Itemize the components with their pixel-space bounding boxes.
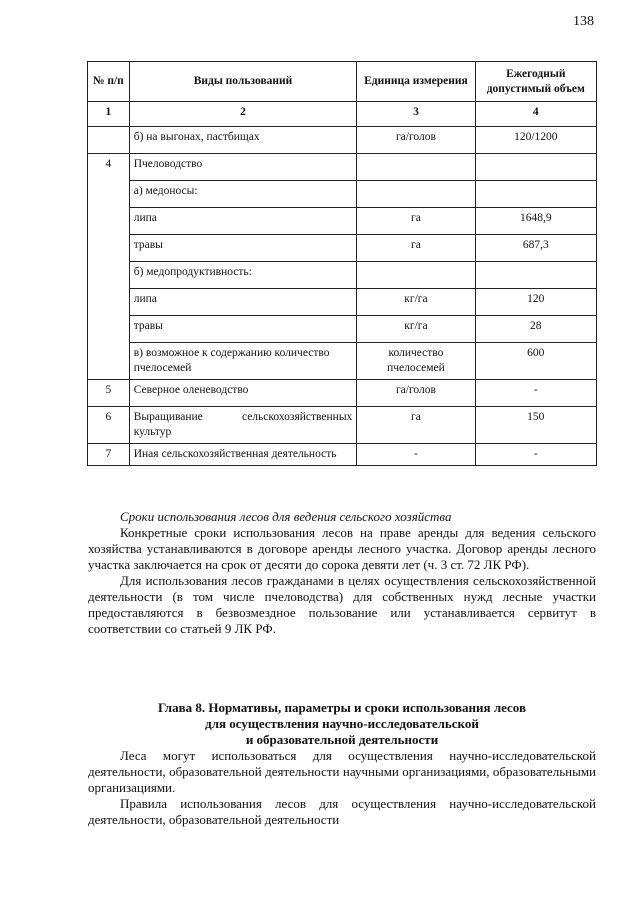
row-unit <box>357 154 475 181</box>
table-row <box>88 127 597 154</box>
table-row <box>88 154 597 181</box>
row-unit: кг/га <box>357 289 475 316</box>
page-number: 138 <box>573 14 594 29</box>
row-unit: - <box>357 444 475 466</box>
row-volume: 600 <box>475 343 596 380</box>
row-use: травы <box>129 235 357 262</box>
header-num: № п/п <box>88 62 130 102</box>
row-unit: количество пчелосемей <box>357 343 475 380</box>
forest-use-table <box>87 61 597 466</box>
header-annual-volume: Ежегодный допустимый объем <box>475 62 596 102</box>
table-row <box>88 235 597 262</box>
paragraph: Леса могут использоваться для осуществления научно-исследовательской деятельности, образовательной деятельности научными организациями, образовательными организациями. <box>88 748 596 795</box>
row-use: в) возможное к содержанию количество пчелосемей <box>129 343 357 380</box>
table-row <box>88 444 597 466</box>
row-use: а) медоносы: <box>129 181 357 208</box>
row-volume: 120 <box>475 289 596 316</box>
row-unit: га <box>357 235 475 262</box>
colnum-2: 2 <box>129 102 357 127</box>
row-unit <box>357 262 475 289</box>
paragraph: Правила использования лесов для осуществления научно-исследовательской деятельности, образовательной деятельности <box>88 796 596 827</box>
chapter-title-line: Глава 8. Нормативы, параметры и сроки использования лесов <box>157 700 527 715</box>
chapter-title-line: для осуществления научно-исследовательской <box>205 716 479 731</box>
table-row <box>88 380 597 407</box>
row-use: Иная сельскохозяйственная деятельность <box>129 444 357 466</box>
paragraph: Конкретные сроки использования лесов на праве аренды для ведения сельского хозяйства устанавливаются в договоре аренды лесного участка. Договор аренды лесного участка заключается на срок от десяти до сорока девяти лет (ч. 3 ст. 72 ЛК РФ). <box>88 525 596 572</box>
row-unit <box>357 181 475 208</box>
row-volume <box>475 262 596 289</box>
row-use: б) медопродуктивность: <box>129 262 357 289</box>
column-number-row <box>88 102 597 127</box>
table-row <box>88 208 597 235</box>
row-use: Выращивание сельскохозяйственных культур <box>129 407 357 444</box>
header-unit: Единица измерения <box>357 62 475 102</box>
row-volume: 1648,9 <box>475 208 596 235</box>
row-use: Пчеловодство <box>129 154 357 181</box>
table-row <box>88 289 597 316</box>
row-unit: га <box>357 208 475 235</box>
table-row <box>88 407 597 444</box>
row-num <box>88 127 130 154</box>
row-volume: 28 <box>475 316 596 343</box>
table-row <box>88 262 597 289</box>
row-volume <box>475 181 596 208</box>
row-num: 5 <box>88 380 130 407</box>
row-num: 7 <box>88 444 130 466</box>
row-volume: 150 <box>475 407 596 444</box>
row-use: липа <box>129 289 357 316</box>
row-use: травы <box>129 316 357 343</box>
colnum-1: 1 <box>88 102 130 127</box>
colnum-4: 4 <box>475 102 596 127</box>
body-text <box>88 509 596 637</box>
row-unit: га <box>357 407 475 444</box>
table-row <box>88 181 597 208</box>
chapter-block <box>88 700 596 828</box>
row-volume: - <box>475 380 596 407</box>
table-row <box>88 316 597 343</box>
chapter-title-line: и образовательной деятельности <box>245 732 439 747</box>
row-volume: - <box>475 444 596 466</box>
row-volume: 120/1200 <box>475 127 596 154</box>
paragraph: Для использования лесов гражданами в целях осуществления сельскохозяйственной деятельности (в том числе пчеловодства) для собственных нужд лесные участки предоставляются в безвозмездное пользование или устанавливается сервитут в соответствии со статьей 9 ЛК РФ. <box>88 573 596 636</box>
row-unit: кг/га <box>357 316 475 343</box>
row-use: б) на выгонах, пастбищах <box>129 127 357 154</box>
row-volume: 687,3 <box>475 235 596 262</box>
table-header-row <box>88 62 597 102</box>
header-use-type: Виды пользований <box>129 62 357 102</box>
row-volume <box>475 154 596 181</box>
row-unit: га/голов <box>357 127 475 154</box>
table-row <box>88 343 597 380</box>
row-use: Северное оленеводство <box>129 380 357 407</box>
row-num: 4 <box>88 154 130 380</box>
section-subheading: Сроки использования лесов для ведения сельского хозяйства <box>120 509 452 524</box>
colnum-3: 3 <box>357 102 475 127</box>
row-num: 6 <box>88 407 130 444</box>
row-use: липа <box>129 208 357 235</box>
row-unit: га/голов <box>357 380 475 407</box>
